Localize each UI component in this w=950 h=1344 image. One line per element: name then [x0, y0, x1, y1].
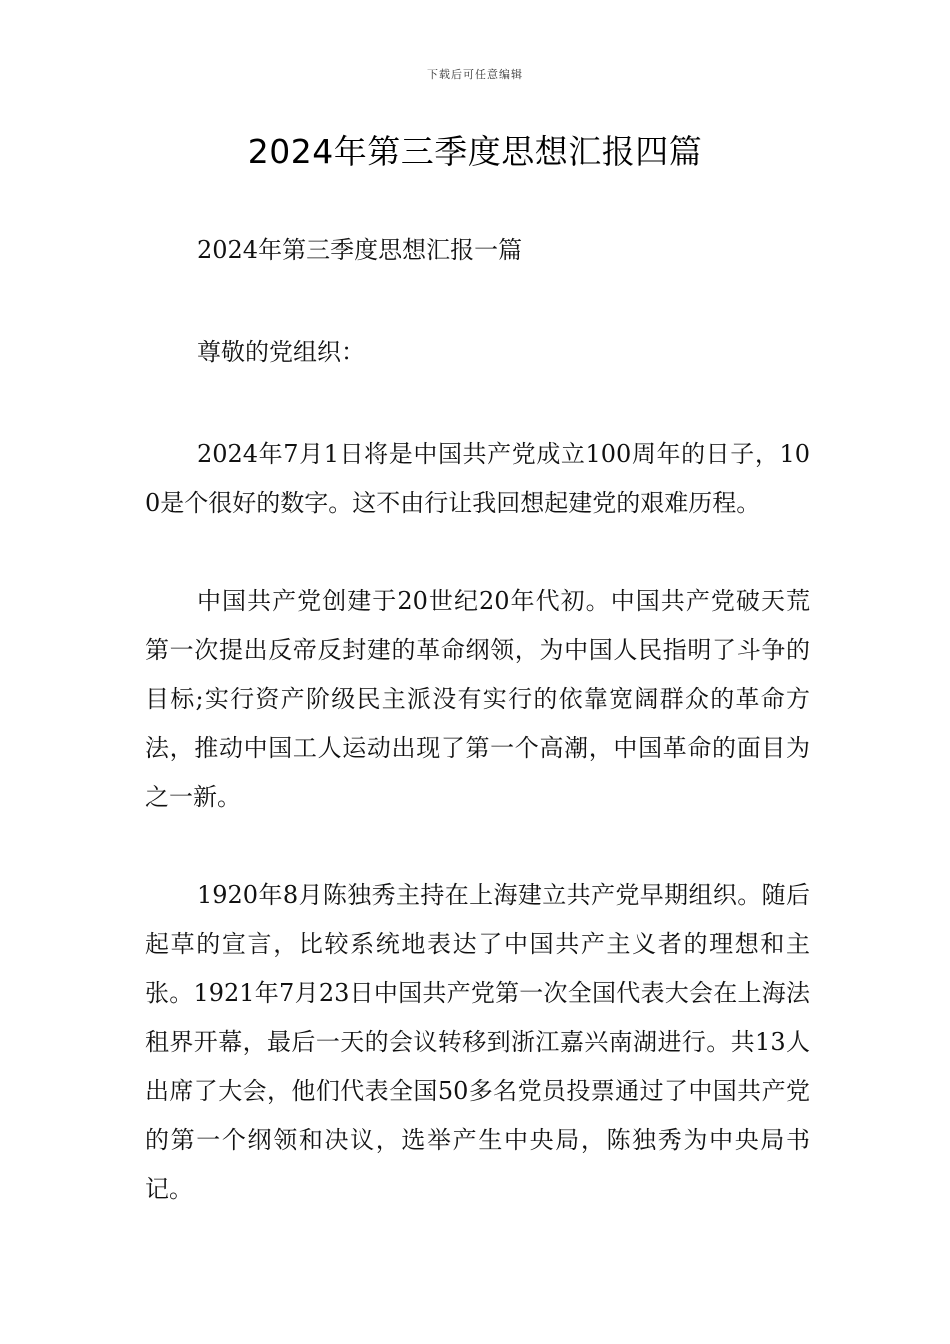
- paragraph-first-congress: 1920年8月陈独秀主持在上海建立共产党早期组织。随后起草的宣言，比较系统地表达了中国共产主义者的理想和主张。1921年7月23日中国共产党第一次全国代表大会在上海法租界开幕，最后一天的会议转移到浙江嘉兴南湖进行。共13人出席了大会，他们代表全国50多名党员投票通过了中国共产党的第一个纲领和决议，选举产生中央局，陈独秀为中央局书记。: [145, 881, 810, 1203]
- header-note: 下载后可任意编辑: [427, 68, 523, 81]
- paragraph-subtitle: 2024年第三季度思想汇报一篇: [197, 236, 523, 264]
- paragraph-founding: 中国共产党创建于20世纪20年代初。中国共产党破天荒第一次提出反帝反封建的革命纲领，为中国人民指明了斗争的目标;实行资产阶级民主派没有实行的依靠宽阔群众的革命方法，推动中国工人运动出现了第一个高潮，中国革命的面目为之一新。: [145, 587, 810, 811]
- paragraph-anniversary: 2024年7月1日将是中国共产党成立100周年的日子，100是个很好的数字。这不由行让我回想起建党的艰难历程。: [145, 440, 810, 517]
- document-title: 2024年第三季度思想汇报四篇: [247, 132, 703, 171]
- paragraph-salutation: 尊敬的党组织：: [197, 338, 365, 366]
- document-body: [145, 226, 810, 1263]
